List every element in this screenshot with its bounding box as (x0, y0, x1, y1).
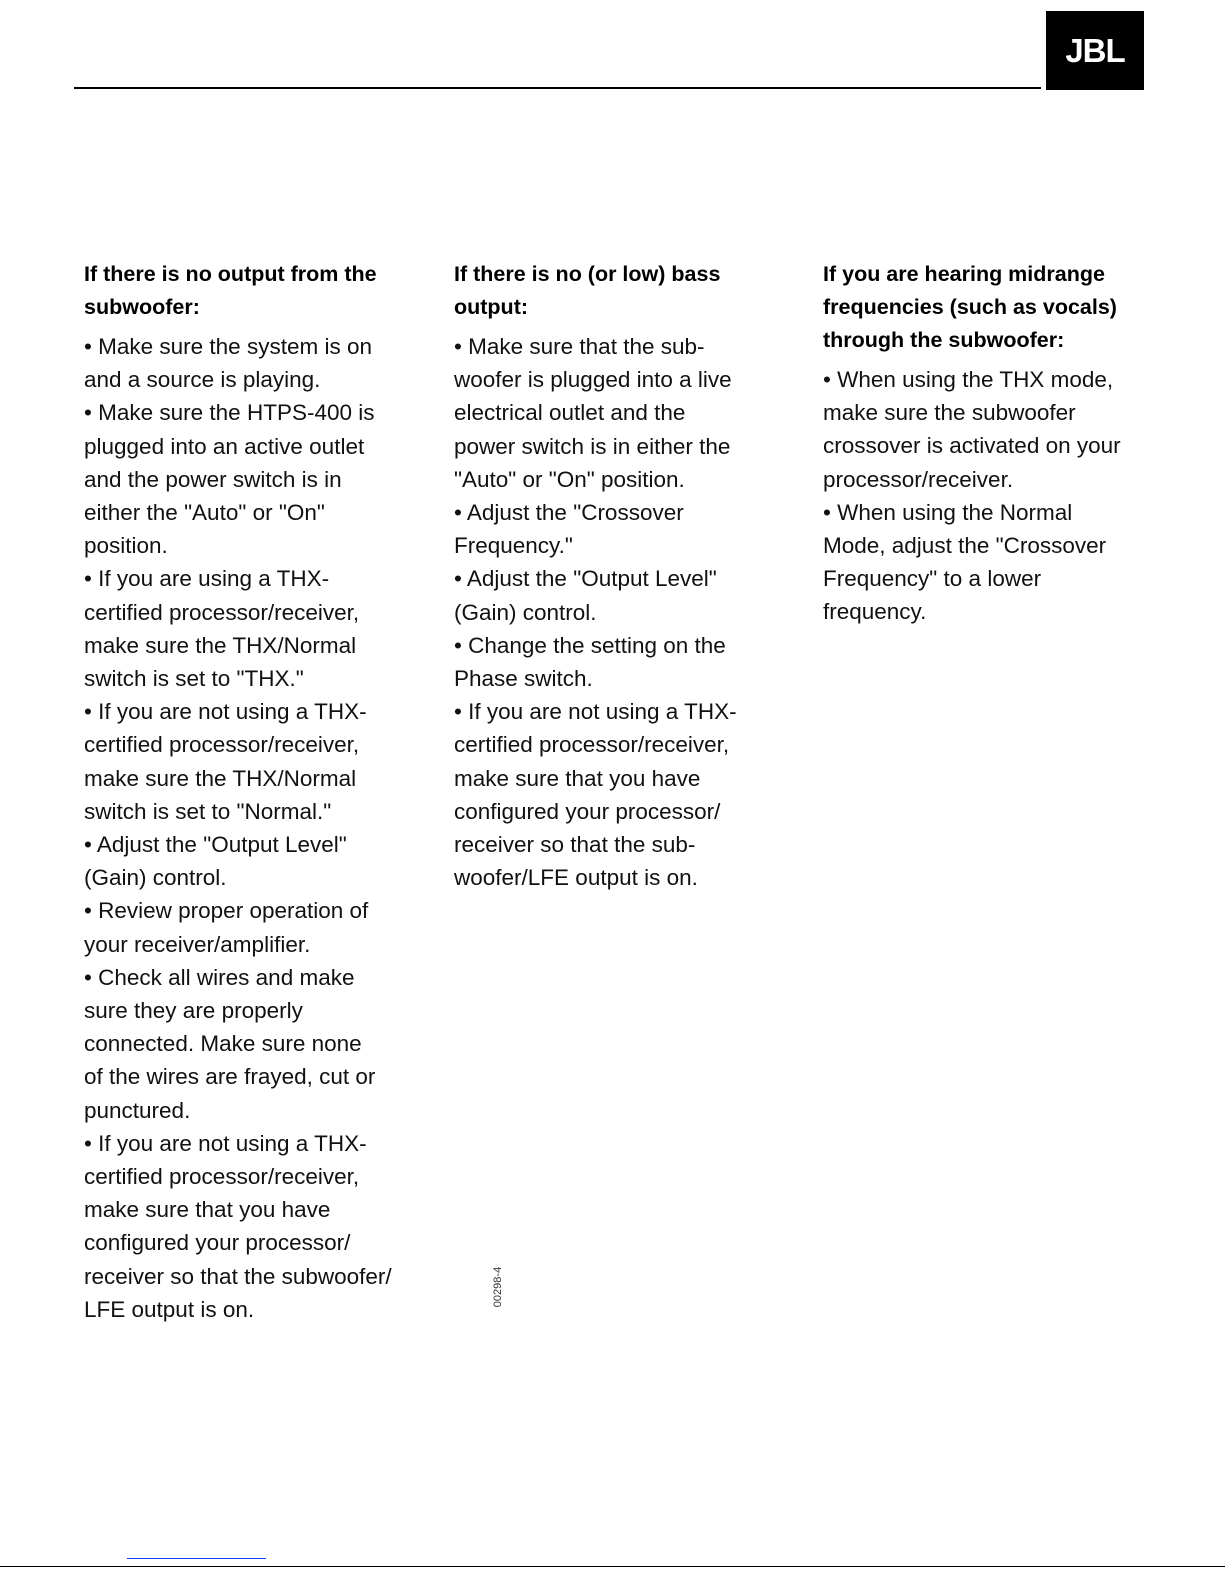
footer-link-underline[interactable] (127, 1558, 266, 1559)
section-heading: If there is no (or low) bass output: (454, 262, 721, 319)
section-heading: If there is no output from the subwoofer: (84, 262, 377, 319)
section-body: • When using the THX mode, make sure the subwoofer crossover is activated on your processor/receiver. • When using the Normal Mode, adjust the "Crossover Frequency" to a lower frequency. (823, 367, 1121, 625)
jbl-logo: JBL (1046, 11, 1144, 90)
section-body: • Make sure the system is on and a source is playing. • Make sure the HTPS-400 is plugged into an active outlet and the power switch is in either the "Auto" or "On" position. • If you are using a THX- certified processor/receiver, make sure the THX/Normal switch is set to "THX." • If you are not using a THX- certified processor/receiver, make sure the THX/Normal switch is set to "Normal." • Adjust the "Output Level" (Gain) control. • Review proper operation of your receiver/amplifier. • Check all wires and make sure they are properly connected. Make sure none of the wires are frayed, cut or punctured. • If you are not using a THX- certified processor/receiver, make sure that you have configured your processor/ receiver so that the subwoofer/ LFE output is on. (84, 334, 392, 1322)
troubleshoot-column-midrange (823, 258, 1153, 629)
header-rule (74, 87, 1041, 89)
document-code: 00298-4 (492, 1266, 504, 1308)
troubleshoot-column-no-output (84, 258, 429, 1326)
troubleshoot-column-low-bass (454, 258, 799, 894)
footer-rule (0, 1566, 1225, 1567)
section-heading: If you are hearing midrange frequencies (such as vocals) through the subwoofer: (823, 262, 1117, 352)
section-body: • Make sure that the sub- woofer is plugged into a live electrical outlet and the power switch is in either the "Auto" or "On" position. • Adjust the "Crossover Frequency." • Adjust the "Output Level" (Gain) control. • Change the setting on the Phase switch. • If you are not using a THX- certified processor/receiver, make sure that you have configured your processor/ receiver so that the sub- woofer/LFE output is on. (454, 334, 737, 891)
